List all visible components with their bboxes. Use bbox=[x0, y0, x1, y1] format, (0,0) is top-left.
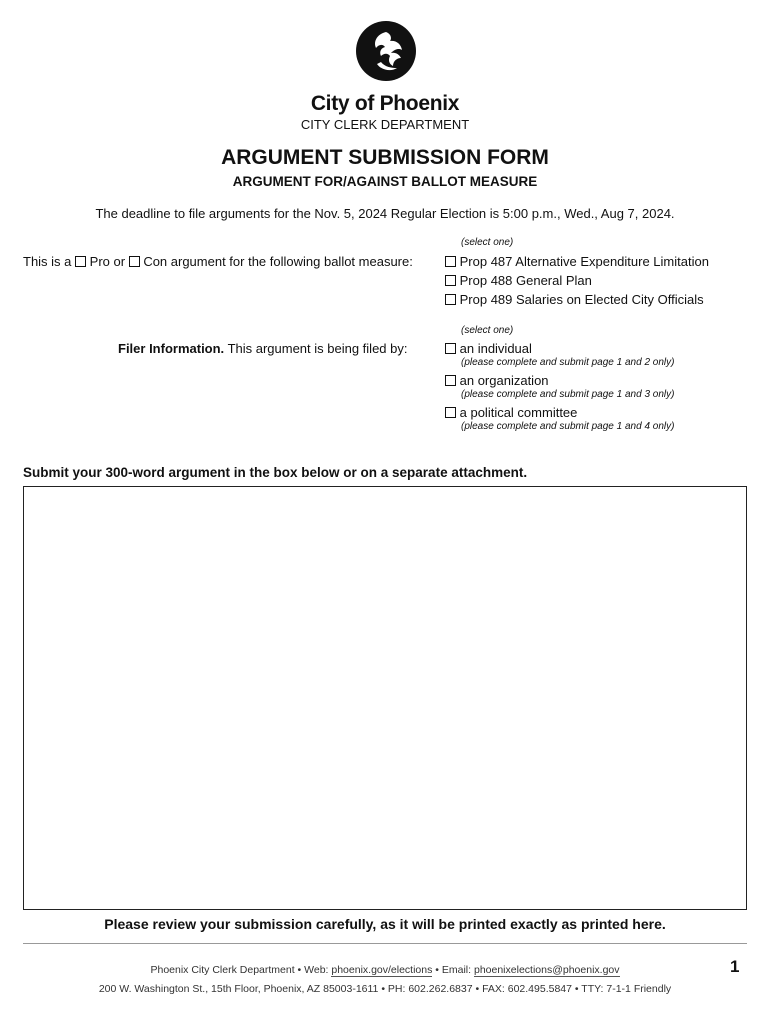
email-link[interactable]: phoenixelections@phoenix.gov bbox=[473, 964, 620, 976]
footer-divider bbox=[23, 943, 747, 944]
individual-label: an individual bbox=[459, 341, 532, 356]
footer-address-line: 200 W. Washington St., 15th Floor, Phoenix, AZ 85003-1611 • PH: 602.262.6837 • FAX: 602.495.5847 • TTY: 7-1-1 Friendly bbox=[98, 983, 672, 995]
footer-contact-line bbox=[0, 964, 770, 976]
city-name: City of Phoenix bbox=[310, 92, 460, 115]
filer-select-hint: (select one) bbox=[461, 325, 514, 336]
con-checkbox[interactable] bbox=[129, 256, 140, 267]
filer-info-text: This argument is being filed by: bbox=[227, 341, 408, 356]
individual-checkbox[interactable] bbox=[445, 343, 456, 354]
department-name: CITY CLERK DEPARTMENT bbox=[300, 117, 470, 132]
prop-489-label: Prop 489 Salaries on Elected City Officials bbox=[459, 292, 704, 307]
prop-488-checkbox[interactable] bbox=[445, 275, 456, 286]
form-subtitle: ARGUMENT FOR/AGAINST BALLOT MEASURE bbox=[232, 174, 538, 189]
committee-label: a political committee bbox=[459, 405, 578, 420]
web-link[interactable]: phoenix.gov/elections bbox=[331, 964, 433, 976]
prop-488-label: Prop 488 General Plan bbox=[459, 273, 592, 288]
committee-note: (please complete and submit page 1 and 4 only) bbox=[461, 421, 675, 432]
phoenix-bird-logo bbox=[355, 20, 417, 82]
pro-checkbox[interactable] bbox=[75, 256, 86, 267]
pro-label: Pro or bbox=[89, 254, 126, 269]
footer-web-prefix: Phoenix City Clerk Department • Web: bbox=[150, 964, 332, 976]
footer-email-prefix: • Email: bbox=[432, 964, 474, 976]
page-number: 1 bbox=[730, 957, 740, 976]
review-notice: Please review your submission carefully, as it will be printed exactly as printed here. bbox=[104, 916, 666, 932]
filer-option-organization[interactable] bbox=[445, 373, 549, 388]
filer-info-heading: Filer Information. bbox=[118, 341, 225, 356]
organization-checkbox[interactable] bbox=[445, 375, 456, 386]
measure-select-hint: (select one) bbox=[461, 237, 514, 248]
prop-489-checkbox[interactable] bbox=[445, 294, 456, 305]
con-label: Con argument for the following ballot measure: bbox=[143, 254, 413, 269]
argument-instruction: Submit your 300-word argument in the box below or on a separate attachment. bbox=[23, 465, 528, 480]
filer-info-label bbox=[118, 341, 408, 356]
organization-note: (please complete and submit page 1 and 3 only) bbox=[461, 389, 675, 400]
deadline-notice: The deadline to file arguments for the Nov. 5, 2024 Regular Election is 5:00 p.m., Wed., Aug 7, 2024. bbox=[95, 206, 675, 221]
form-title: ARGUMENT SUBMISSION FORM bbox=[221, 146, 549, 169]
filer-option-committee[interactable] bbox=[445, 405, 577, 420]
individual-note: (please complete and submit page 1 and 2 only) bbox=[461, 357, 675, 368]
prop-487-label: Prop 487 Alternative Expenditure Limitation bbox=[459, 254, 709, 269]
prop-487-checkbox[interactable] bbox=[445, 256, 456, 267]
committee-checkbox[interactable] bbox=[445, 407, 456, 418]
argument-type-prefix: This is a bbox=[23, 254, 72, 269]
organization-label: an organization bbox=[459, 373, 549, 388]
measure-option-487[interactable] bbox=[445, 254, 709, 269]
filer-option-individual[interactable] bbox=[445, 341, 532, 356]
argument-type-row bbox=[23, 254, 413, 269]
argument-textarea[interactable] bbox=[23, 486, 747, 910]
measure-option-489[interactable] bbox=[445, 292, 704, 307]
measure-option-488[interactable] bbox=[445, 273, 592, 288]
